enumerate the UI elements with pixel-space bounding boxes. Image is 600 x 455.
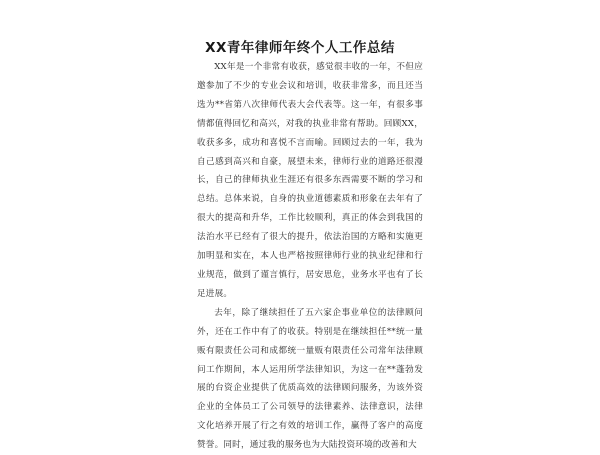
document-body <box>197 58 423 455</box>
paragraph-2: 去年，除了继续担任了五六家企事业单位的法律顾问外，还在工作中有了的收获。特别是在继续担任**统一量贩有限责任公司和成都统一量贩有限责任公司常年法律顾问工作期间，本人运用所学法律知识，为这一在**蓬勃发展的台资企业提供了优质高效的法律顾问服务，为该外资企业的全体员工了公司领导的法律素养、法律意识，法律文化培养开展了行之有效的培训工作，赢得了客户的高度赞誉。同时，通过我的服务也为大陆投资环境的改善和大 <box>197 307 423 451</box>
document-title: XX青年律师年终个人工作总结 <box>205 40 395 56</box>
paragraph-1: XX年是一个非常有收获，感觉很丰收的一年，不但应邀参加了不少的专业会议和培训，收获非常多，而且还当选为**省第八次律师代表大会代表等。这一年，有很多事情都值得回忆和高兴，对我的执业非常有帮助。回顾XX，收获多多，成功和喜悦不言而喻。回顾过去的一年，我为自己感到高兴和自豪，展望未来，律师行业的道路还很漫长，自己的律师执业生涯还有很多东西需要不断的学习和总结。总体来说，自身的执业道德素质和形象在去年有了很大的提高和升华，工作比较顺利，真正的体会到我国的法治水平已经有了很大的提升，依法治国的方略和实施更加明显和实在，本人也严格按照律师行业的执业纪律和行业规范，做到了谨言慎行，居安思危，业务水平也有了长足进展。 <box>197 62 423 299</box>
